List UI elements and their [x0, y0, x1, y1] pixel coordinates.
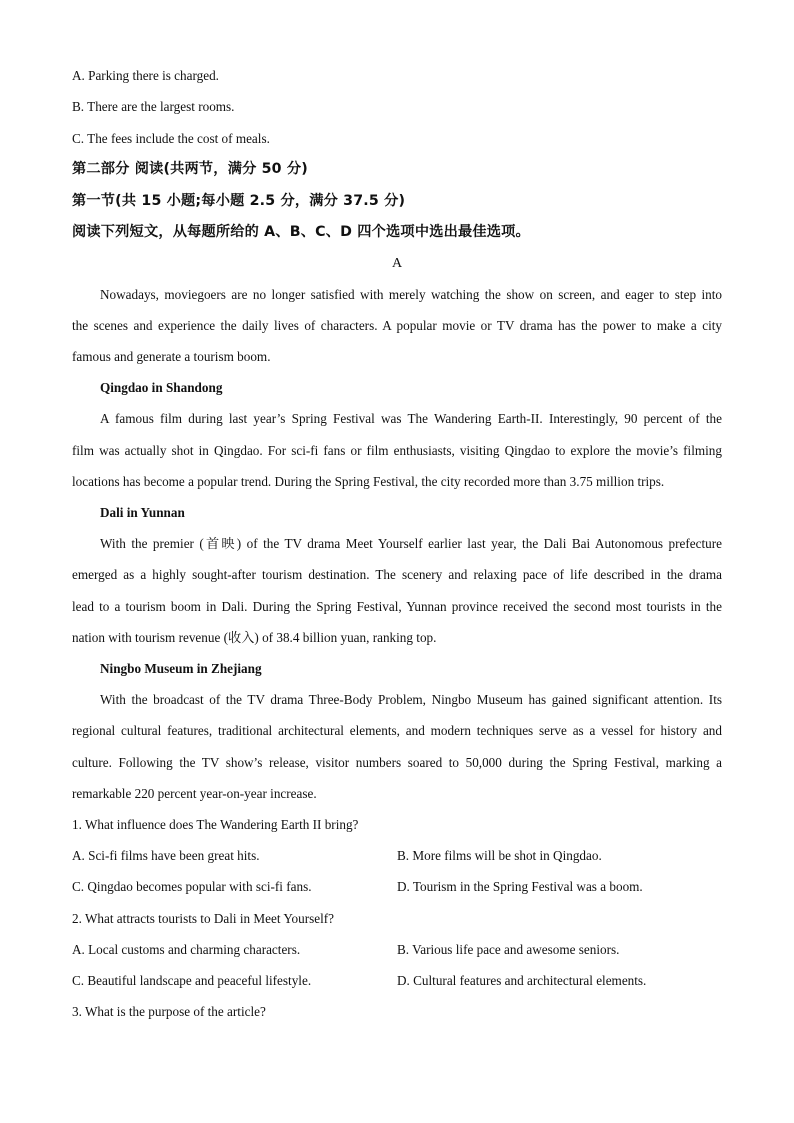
- qingdao-line-2: film was actually shot in Qingdao. For sci-fi fans or film enthusiasts, visiting Qingdao to explore the movie’s filming: [72, 443, 722, 458]
- ningbo-line-3: culture. Following the TV show’s release, visitor numbers soared to 50,000 during the Spring Festival, marking a: [72, 755, 722, 770]
- question-1-option-d: D. Tourism in the Spring Festival was a boom.: [397, 879, 643, 894]
- qingdao-line-3: locations has become a popular trend. During the Spring Festival, the city recorded more than 3.75 million trips.: [72, 474, 665, 489]
- ningbo-heading: Ningbo Museum in Zhejiang: [100, 661, 262, 676]
- ningbo-line-4: remarkable 220 percent year-on-year increase.: [72, 786, 317, 801]
- part-title: 第二部分 阅读(共两节，满分 50 分): [72, 161, 308, 177]
- question-2-option-d: D. Cultural features and architectural elements.: [397, 973, 647, 988]
- qingdao-heading: Qingdao in Shandong: [100, 380, 223, 395]
- question-1-stem: 1. What influence does The Wandering Earth II bring?: [72, 817, 359, 832]
- intro-line-2: the scenes and experience the daily lives of characters. A popular movie or TV drama has the power to make a city: [72, 318, 722, 333]
- qingdao-line-1: A famous film during last year’s Spring Festival was The Wandering Earth-II. Interestingly, 90 percent of the: [100, 411, 722, 426]
- instruction: 阅读下列短文，从每题所给的 A、B、C、D 四个选项中选出最佳选项。: [72, 224, 530, 240]
- question-2-option-b: B. Various life pace and awesome seniors.: [397, 942, 620, 957]
- sub-title: 第一节(共 15 小题;每小题 2.5 分，满分 37.5 分): [72, 193, 406, 209]
- question-1-option-c: C. Qingdao becomes popular with sci-fi fans.: [72, 879, 312, 894]
- question-2-stem: 2. What attracts tourists to Dali in Meet Yourself?: [72, 911, 334, 926]
- ningbo-line-1: With the broadcast of the TV drama Three-Body Problem, Ningbo Museum has gained significant attention. Its: [100, 692, 722, 707]
- question-1-option-a: A. Sci-fi films have been great hits.: [72, 848, 260, 863]
- question-1-option-b: B. More films will be shot in Qingdao.: [397, 848, 602, 863]
- question-3-stem: 3. What is the purpose of the article?: [72, 1004, 266, 1019]
- passage-label: A: [391, 256, 403, 271]
- intro-line-1: Nowadays, moviegoers are no longer satisfied with merely watching the show on screen, and eager to step into: [100, 287, 722, 302]
- prev-option-b: B. There are the largest rooms.: [72, 99, 235, 114]
- ningbo-line-2: regional cultural features, traditional architectural elements, and modern techniques serve as a vessel for history and: [72, 723, 722, 738]
- dali-heading: Dali in Yunnan: [100, 505, 185, 520]
- dali-line-4: nation with tourism revenue (收入) of 38.4 billion yuan, ranking top.: [72, 630, 437, 645]
- prev-option-a: A. Parking there is charged.: [72, 68, 219, 83]
- question-2-option-a: A. Local customs and charming characters.: [72, 942, 301, 957]
- dali-line-2: emerged as a highly sought-after tourism destination. The scenery and relaxing pace of life described in the drama: [72, 567, 722, 582]
- intro-line-3: famous and generate a tourism boom.: [72, 349, 271, 364]
- question-2-option-c: C. Beautiful landscape and peaceful lifestyle.: [72, 973, 312, 988]
- prev-option-c: C. The fees include the cost of meals.: [72, 131, 270, 146]
- dali-line-1: With the premier (首映) of the TV drama Meet Yourself earlier last year, the Dali Bai Autonomous prefecture: [100, 536, 722, 551]
- dali-line-3: lead to a tourism boom in Dali. During the Spring Festival, Yunnan province received the second most tourists in the: [72, 599, 722, 614]
